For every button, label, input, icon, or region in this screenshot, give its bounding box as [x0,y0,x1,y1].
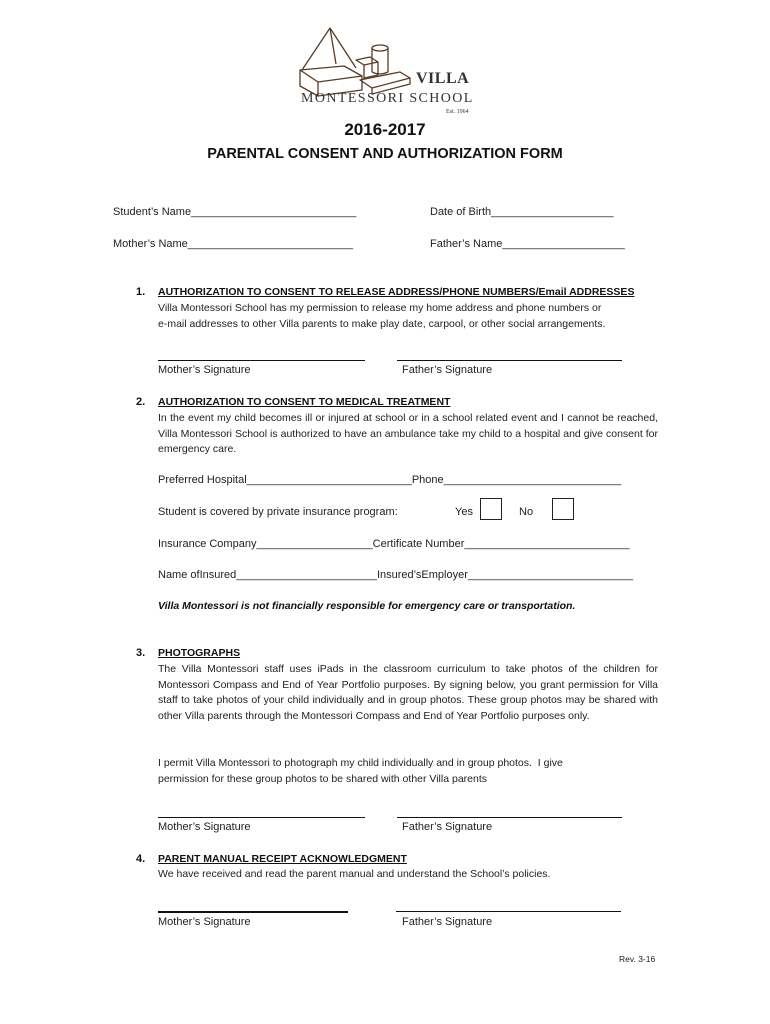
section-4-father-signature-label: Father’s Signature [402,916,493,928]
section-1-title: AUTHORIZATION TO CONSENT TO RELEASE ADDRESS/PHONE NUMBERS/Email ADDRESSES [158,286,635,298]
section-3-text: The Villa Montessori staff uses iPads in the classroom curriculum to take photos of the children for Montessori Compass and End of Year Portfolio purposes. By signing below, you grant permission for Villa staff to take photos of your child individually and in group photos. These group photos may be shared with other Villa parents through the Montessori Compass and End of Year Portfolio purposes only. [158,663,658,722]
insurance-company-field[interactable]: Insurance Company___________________Certificate Number___________________________ [158,538,630,550]
section-1-father-signature-label: Father’s Signature [402,364,493,376]
logo-brand-text: VILLA [416,70,470,87]
insurance-yes-label: Yes [455,506,473,518]
logo-school-text: MONTESSORI SCHOOL [301,91,474,106]
section-4-mother-signature-line[interactable] [158,911,348,913]
section-4-number: 4. [136,853,146,865]
form-year: 2016-2017 [344,120,426,139]
father-name-field[interactable]: Father’s Name____________________ [430,238,625,250]
section-3-father-signature-line[interactable] [397,817,622,818]
section-3-number: 3. [136,647,146,659]
section-1-mother-signature-label: Mother’s Signature [158,364,251,376]
insurance-no-label: No [519,506,534,518]
section-1-line-1: Villa Montessori School has my permission to release my home address and phone numbers or [158,302,602,314]
preferred-hospital-field[interactable]: Preferred Hospital___________________________Phone_____________________________ [158,474,622,486]
section-1-line-2: e-mail addresses to other Villa parents to make play date, carpool, or other social arrangements. [158,318,606,330]
form-title: PARENTAL CONSENT AND AUTHORIZATION FORM [207,146,563,162]
logo-est-text: Est. 1964 [446,109,469,115]
insurance-yes-checkbox[interactable] [480,498,502,520]
insurance-no-checkbox[interactable] [552,498,574,520]
section-1-mother-signature-line[interactable] [158,360,365,361]
insurance-question: Student is covered by private insurance program: [158,506,398,518]
section-4-mother-signature-label: Mother’s Signature [158,916,251,928]
student-name-field[interactable]: Student’s Name___________________________ [113,206,357,218]
section-1-number: 1. [136,286,146,298]
section-2-title: AUTHORIZATION TO CONSENT TO MEDICAL TREATMENT [158,396,451,408]
financial-disclaimer: Villa Montessori is not financially responsible for emergency care or transportation. [158,600,576,612]
section-4-title: PARENT MANUAL RECEIPT ACKNOWLEDGMENT [158,853,407,865]
mother-name-field[interactable]: Mother’s Name___________________________ [113,238,353,250]
section-3-title: PHOTOGRAPHS [158,647,241,659]
section-2-text: In the event my child becomes ill or injured at school or in a school related event and I cannot be reached, Villa Montessori School is authorized to have an ambulance take my child to a hospital and give consent for emergency care. [158,412,658,456]
section-3-mother-signature-label: Mother’s Signature [158,821,251,833]
name-of-insured-field[interactable]: Name ofInsured_______________________Insured’sEmployer___________________________ [158,569,634,581]
section-3-permit-line-1: I permit Villa Montessori to photograph my child individually and in group photos. I give [158,757,563,769]
section-1-father-signature-line[interactable] [397,360,622,361]
section-2-number: 2. [136,396,146,408]
section-3-permit-line-2: permission for these group photos to be shared with other Villa parents [158,773,487,785]
section-4-father-signature-line[interactable] [396,911,621,912]
section-3-mother-signature-line[interactable] [158,817,365,818]
date-of-birth-field[interactable]: Date of Birth____________________ [430,206,614,218]
revision-label: Rev. 3-16 [619,954,656,964]
section-3-father-signature-label: Father’s Signature [402,821,493,833]
section-4-text: We have received and read the parent manual and understand the School’s policies. [158,868,551,880]
